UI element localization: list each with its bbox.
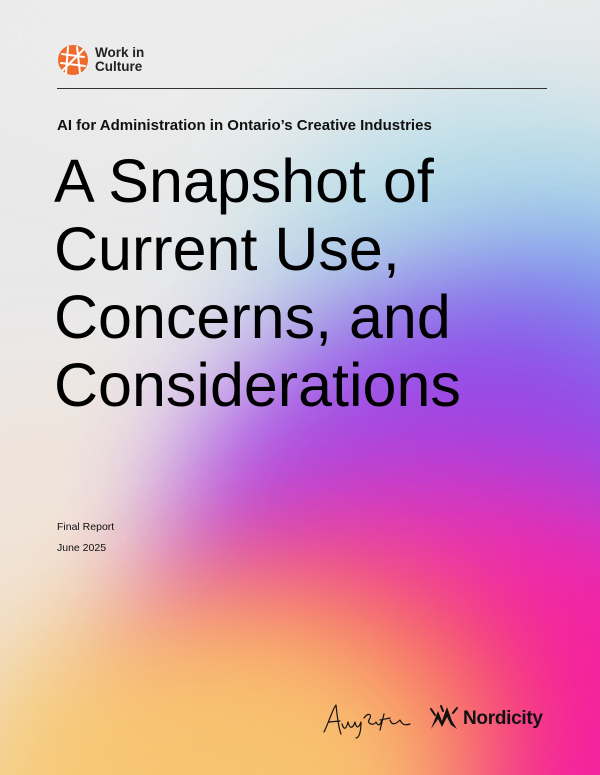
- signature-icon: [320, 700, 412, 742]
- nordicity-logo: [429, 705, 543, 733]
- header-divider: [57, 88, 547, 89]
- title-line: Considerations: [54, 351, 461, 419]
- title-line: Current Use,: [54, 215, 400, 283]
- nordicity-logo-icon: [429, 705, 459, 733]
- report-type: Final Report: [57, 521, 115, 533]
- title-line: A Snapshot of: [54, 147, 434, 215]
- title-line: Concerns, and: [54, 283, 451, 351]
- logo-text-line1: Work in: [95, 45, 145, 60]
- nordicity-logo-text: Nordicity: [463, 708, 543, 729]
- report-subtitle: AI for Administration in Ontario’s Creative Industries: [57, 117, 432, 134]
- signature-logo: [320, 700, 412, 747]
- work-in-culture-logo: [57, 44, 144, 76]
- report-date: June 2025: [57, 542, 107, 554]
- logo-text-line2: Culture: [95, 59, 143, 74]
- report-title: [54, 147, 574, 419]
- work-in-culture-logo-icon: [57, 44, 89, 76]
